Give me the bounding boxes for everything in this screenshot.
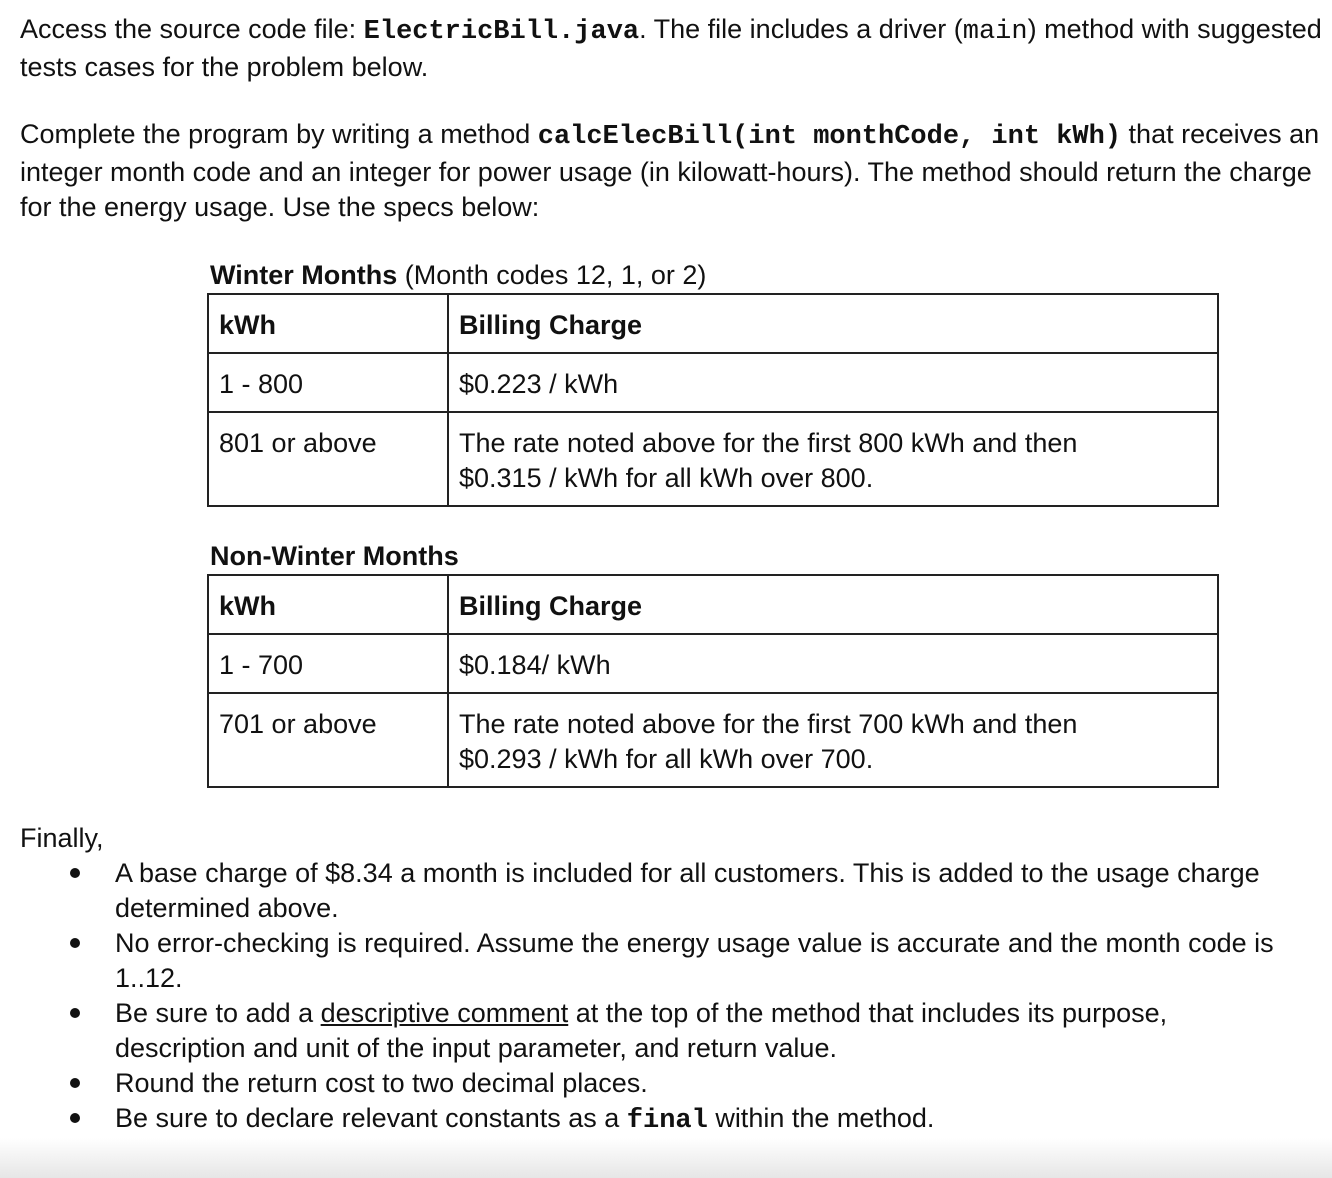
bullet-icon xyxy=(70,1008,80,1018)
billing-charge-header: Billing Charge xyxy=(448,575,1218,634)
finally-label: Finally, xyxy=(20,823,104,853)
task-text-start: Complete the program by writing a method xyxy=(20,119,538,149)
list-item xyxy=(0,1101,1300,1139)
billing-charge-cell xyxy=(448,693,1218,787)
bullet-icon xyxy=(70,868,80,878)
list-item xyxy=(0,1066,1300,1101)
intro-text-start: Access the source code file: xyxy=(20,14,364,44)
method-signature: calcElecBill(int monthCode, int kWh) xyxy=(537,122,1122,152)
billing-charge-cell xyxy=(448,412,1218,506)
list-item xyxy=(0,856,1300,926)
winter-caption-detail: (Month codes 12, 1, or 2) xyxy=(397,260,707,290)
billing-charge-cell xyxy=(448,634,1218,693)
kwh-range-cell: 1 - 800 xyxy=(208,353,448,412)
bottom-edge-shadow xyxy=(0,1138,1332,1178)
intro-text-end: ) method with suggested tests cases for the problem below. xyxy=(20,14,1322,82)
kwh-range-cell: 1 - 700 xyxy=(208,634,448,693)
list-item-text: Round the return cost to two decimal places. xyxy=(115,1068,648,1098)
list-item-text: within the method. xyxy=(707,1103,935,1133)
source-file-name: ElectricBill.java xyxy=(363,17,640,47)
bullet-icon xyxy=(70,938,80,948)
nonwinter-rate-table xyxy=(207,574,1219,788)
final-keyword: final xyxy=(626,1106,708,1136)
main-method-name: main xyxy=(962,17,1028,47)
table-row xyxy=(208,693,1218,787)
charge-text: $0.315 / kWh for all kWh over 800. xyxy=(459,463,874,493)
kwh-header: kWh xyxy=(208,575,448,634)
kwh-range-cell: 701 or above xyxy=(208,693,448,787)
bullet-icon xyxy=(70,1078,80,1088)
list-item-text: A base charge of $8.34 a month is included for all customers. This is added to the usage charge determined above. xyxy=(115,858,1260,923)
charge-text: The rate noted above for the first 700 kWh and then xyxy=(459,709,1078,739)
task-text-end: that receives an integer month code and an integer for power usage (in kilowatt-hours). The method should return the charge for the energy usage. Use the specs below: xyxy=(20,119,1320,222)
charge-text: The rate noted above for the first 800 kWh and then xyxy=(459,428,1078,458)
table-row xyxy=(208,412,1218,506)
nonwinter-table-caption xyxy=(210,539,459,574)
table-row xyxy=(208,353,1218,412)
winter-rate-table xyxy=(207,293,1219,507)
list-item-text: Be sure to add a xyxy=(115,998,321,1028)
list-item-text: at the top of the method that includes its purpose, description and unit of the input parameter, and return value. xyxy=(115,998,1168,1063)
billing-charge-header: Billing Charge xyxy=(448,294,1218,353)
winter-table-caption xyxy=(210,258,706,293)
kwh-header: kWh xyxy=(208,294,448,353)
winter-caption-title: Winter Months xyxy=(210,260,398,290)
charge-text: $0.223 / kWh xyxy=(459,369,619,399)
charge-text: $0.184/ kWh xyxy=(459,650,611,680)
bullet-icon xyxy=(70,1113,80,1123)
table-header-row xyxy=(208,575,1218,634)
billing-charge-cell xyxy=(448,353,1218,412)
intro-text-mid: . The file includes a driver ( xyxy=(639,14,963,44)
nonwinter-caption-title: Non-Winter Months xyxy=(210,541,459,571)
list-item xyxy=(0,926,1300,996)
list-item-text: No error-checking is required. Assume the energy usage value is accurate and the month code is 1..12. xyxy=(115,928,1274,993)
task-paragraph xyxy=(20,117,1330,225)
list-item-text: Be sure to declare relevant constants as a xyxy=(115,1103,627,1133)
intro-paragraph xyxy=(20,12,1330,85)
list-item xyxy=(0,996,1300,1066)
table-header-row xyxy=(208,294,1218,353)
table-row xyxy=(208,634,1218,693)
charge-text: $0.293 / kWh for all kWh over 700. xyxy=(459,744,874,774)
kwh-range-cell: 801 or above xyxy=(208,412,448,506)
descriptive-comment-link[interactable]: descriptive comment xyxy=(320,998,569,1028)
requirements-list xyxy=(0,856,1300,1139)
